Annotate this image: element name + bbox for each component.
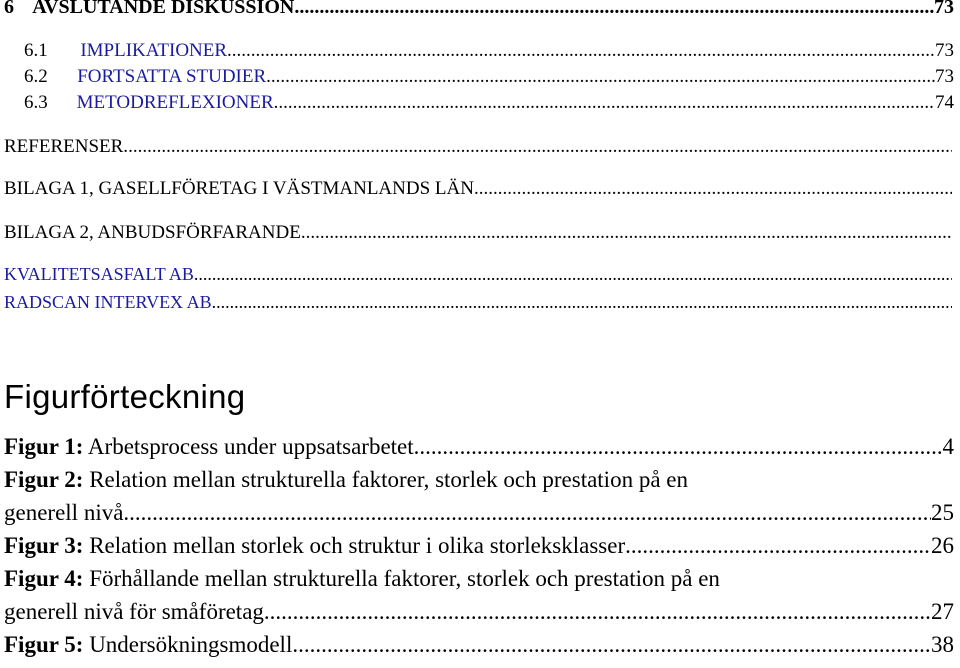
figure-label: Figur 3: bbox=[4, 533, 84, 558]
toc-page: 73 bbox=[935, 40, 954, 61]
toc-title: IMPLIKATIONER bbox=[80, 40, 228, 61]
toc-page: 73 bbox=[934, 0, 954, 18]
toc-number: 6.1 bbox=[24, 40, 48, 61]
toc-bilaga-2[interactable] bbox=[4, 222, 952, 244]
dot-leader bbox=[301, 222, 952, 244]
dot-leader bbox=[270, 599, 931, 625]
toc-section-6-2[interactable] bbox=[24, 66, 954, 88]
dot-leader bbox=[414, 434, 943, 460]
figure-entry-3[interactable] bbox=[4, 533, 954, 559]
toc-section-6-1[interactable] bbox=[24, 40, 954, 62]
figure-label: Figur 5: bbox=[4, 632, 84, 657]
figure-page: 26 bbox=[931, 533, 954, 558]
toc-title: METODREFLEXIONER bbox=[76, 92, 274, 113]
toc-bilaga-1[interactable] bbox=[4, 178, 952, 200]
toc-section-6-3[interactable] bbox=[24, 92, 954, 114]
toc-title: REFERENSER. bbox=[4, 136, 129, 157]
toc-title: RADSCAN INTERVEX AB bbox=[4, 292, 212, 312]
toc-number: 6.2 bbox=[24, 66, 48, 87]
figure-page: 4 bbox=[942, 434, 954, 459]
figure-entry-4-line2[interactable] bbox=[4, 599, 954, 625]
toc-kvalitetsasfalt[interactable] bbox=[4, 264, 952, 285]
figure-entry-1[interactable] bbox=[4, 434, 954, 460]
figure-entry-5[interactable] bbox=[4, 632, 954, 658]
toc-number: 6.3 bbox=[24, 92, 48, 113]
toc-title: BILAGA 1, GASELLFÖRETAG I VÄSTMANLANDS LÄN bbox=[4, 178, 474, 199]
figure-label: Figur 4: bbox=[4, 566, 84, 591]
figure-entry-2-line2[interactable] bbox=[4, 500, 954, 526]
figure-page: 25 bbox=[931, 500, 954, 525]
figure-entry-2-line1[interactable] bbox=[4, 467, 688, 493]
figure-text: generell nivå bbox=[4, 500, 124, 525]
dot-leader bbox=[474, 178, 952, 200]
dot-leader bbox=[274, 92, 935, 114]
figure-label: Figur 1: bbox=[4, 434, 84, 459]
figure-text: Undersökningsmodell bbox=[89, 632, 293, 657]
dot-leader bbox=[294, 0, 934, 19]
figure-entry-4-line1[interactable] bbox=[4, 566, 720, 592]
toc-chapter-6[interactable] bbox=[4, 0, 954, 19]
toc-radscan-intervex[interactable] bbox=[4, 292, 952, 313]
dot-leader bbox=[227, 40, 935, 62]
toc-number: 6 bbox=[4, 0, 14, 18]
dot-leader bbox=[266, 66, 935, 88]
figure-list-heading: Figurförteckning bbox=[4, 378, 246, 415]
dot-leader bbox=[212, 292, 952, 313]
toc-page: 73 bbox=[935, 66, 954, 87]
toc-page: 74 bbox=[935, 92, 954, 113]
dot-leader bbox=[292, 632, 931, 658]
figure-text: Relation mellan strukturella faktorer, storlek och prestation på en bbox=[89, 467, 688, 492]
toc-title: KVALITETSASFALT AB bbox=[4, 264, 194, 284]
figure-label: Figur 2: bbox=[4, 467, 84, 492]
figure-text: Arbetsprocess under uppsatsarbetet bbox=[87, 434, 414, 459]
figure-text: Förhållande mellan strukturella faktorer, storlek och prestation på en bbox=[89, 566, 720, 591]
toc-title: BILAGA 2, ANBUDSFÖRFARANDE bbox=[4, 222, 301, 243]
dot-leader bbox=[123, 500, 931, 526]
figure-text: Relation mellan storlek och struktur i olika storleksklasser bbox=[89, 533, 626, 558]
figure-page: 38 bbox=[931, 632, 954, 657]
toc-title: AVSLUTANDE DISKUSSION bbox=[32, 0, 295, 18]
dot-leader bbox=[625, 533, 931, 559]
figure-page: 27 bbox=[931, 599, 954, 624]
figure-text: generell nivå för småföretag. bbox=[4, 599, 270, 624]
dot-leader bbox=[128, 136, 952, 158]
dot-leader bbox=[194, 264, 952, 285]
toc-referenser[interactable] bbox=[4, 136, 952, 158]
toc-title: FORTSATTA STUDIER bbox=[77, 66, 267, 87]
